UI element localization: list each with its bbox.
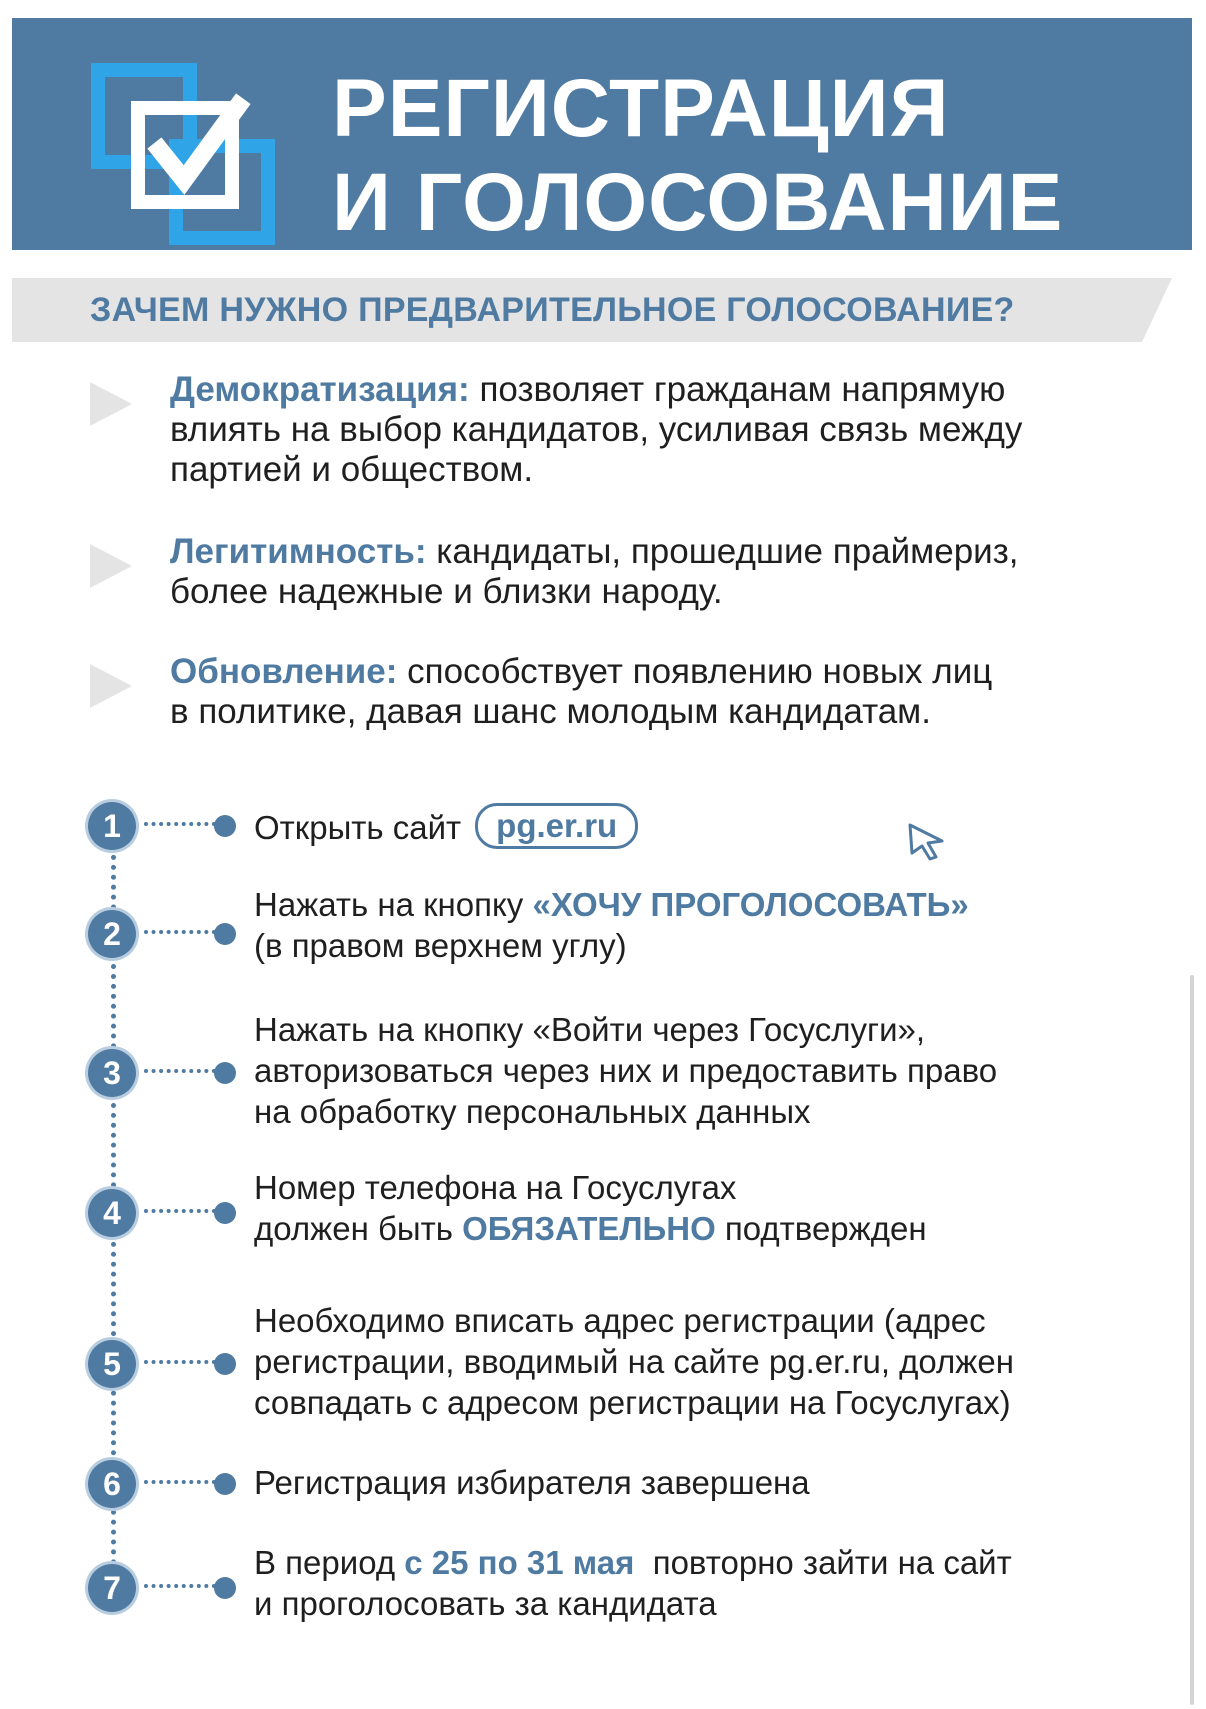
step-text: [254, 884, 1154, 966]
step-number: 1: [88, 802, 136, 850]
step-text: [254, 1462, 1154, 1503]
reason-line: позволяет гражданам напрямую: [469, 370, 1006, 409]
step-number: 2: [88, 910, 136, 958]
page-title: [332, 62, 1063, 250]
step-dashes: [144, 1069, 216, 1073]
step-text: [254, 1009, 1154, 1132]
step-text: [254, 805, 1154, 851]
step-text: [254, 1300, 1154, 1423]
reason-line: кандидаты, прошедшие праймериз,: [426, 532, 1019, 571]
step-number: 6: [88, 1460, 136, 1508]
step-text: [254, 1542, 1154, 1624]
reason-term: Легитимность:: [170, 532, 427, 571]
step-dot: [214, 1353, 236, 1375]
step-line: авторизоваться через них и предоставить право: [254, 1052, 998, 1089]
step-dot: [214, 1473, 236, 1495]
triangle-bullet-icon: [90, 544, 132, 588]
reason-term: Обновление:: [170, 652, 398, 691]
step-accent: ОБЯЗАТЕЛЬНО: [462, 1210, 716, 1247]
step-line: и проголосовать за кандидата: [254, 1585, 717, 1622]
step-dashes: [144, 1480, 216, 1484]
title-line-1: РЕГИСТРАЦИЯ: [332, 63, 950, 154]
step-line: В период: [254, 1544, 405, 1581]
step-dot: [214, 1577, 236, 1599]
step-dot: [214, 815, 236, 837]
step-dashes: [144, 1584, 216, 1588]
step-line: Номер телефона на Госуслугах: [254, 1169, 737, 1206]
step-line: (в правом верхнем углу): [254, 927, 627, 964]
step-line: Открыть сайт: [254, 809, 462, 846]
step-accent: с 25 по 31 мая: [404, 1544, 635, 1581]
checkbox-logo-icon: [88, 58, 288, 248]
header: [12, 18, 1192, 250]
title-line-2: И ГОЛОСОВАНИЕ: [332, 157, 1064, 248]
step-line: регистрации, вводимый на сайте pg.er.ru, должен: [254, 1343, 1014, 1380]
banner-heading: ЗАЧЕМ НУЖНО ПРЕДВАРИТЕЛЬНОЕ ГОЛОСОВАНИЕ?: [90, 291, 1015, 329]
step-line: Необходимо вписать адрес регистрации (адрес: [254, 1302, 986, 1339]
step-number: 4: [88, 1189, 136, 1237]
step-dashes: [144, 1360, 216, 1364]
reason-line: партией и обществом.: [170, 450, 534, 489]
reason-text: [170, 370, 1110, 490]
step-line: совпадать с адресом регистрации на Госуслугах): [254, 1384, 1011, 1421]
step-dot: [214, 1202, 236, 1224]
step-line: Нажать на кнопку «Войти через Госуслуги»,: [254, 1011, 926, 1048]
reason-line: способствует появлению новых лиц: [397, 652, 993, 691]
triangle-bullet-icon: [90, 664, 132, 708]
reason-line: в политике, давая шанс молодым кандидатам.: [170, 692, 931, 731]
step-line: повторно зайти на сайт: [634, 1544, 1012, 1581]
step-line: должен быть: [254, 1210, 463, 1247]
step-line: на обработку персональных данных: [254, 1093, 811, 1130]
reason-text: [170, 652, 1110, 732]
step-number: 3: [88, 1049, 136, 1097]
reason-term: Демократизация:: [170, 370, 470, 409]
step-line: подтвержден: [715, 1210, 927, 1247]
reason-line: более надежные и близки народу.: [170, 572, 723, 611]
step-line: Нажать на кнопку: [254, 886, 533, 923]
step-dot: [214, 1062, 236, 1084]
scrollbar[interactable]: [1190, 975, 1194, 1705]
step-text: [254, 1167, 1154, 1249]
section-banner: [12, 278, 1172, 342]
step-dashes: [144, 822, 216, 826]
step-dot: [214, 923, 236, 945]
triangle-bullet-icon: [90, 382, 132, 426]
reason-text: [170, 532, 1110, 612]
step-dashes: [144, 1209, 216, 1213]
reason-line: влиять на выбор кандидатов, усиливая связь между: [170, 410, 1023, 449]
step-dashes: [144, 930, 216, 934]
step-number: 5: [88, 1340, 136, 1388]
step-line: Регистрация избирателя завершена: [254, 1464, 810, 1501]
step-accent: «ХОЧУ ПРОГОЛОСОВАТЬ»: [532, 886, 969, 923]
cursor-pointer-icon: [904, 821, 948, 861]
step-number: 7: [88, 1564, 136, 1612]
site-link[interactable]: pg.er.ru: [475, 803, 638, 849]
